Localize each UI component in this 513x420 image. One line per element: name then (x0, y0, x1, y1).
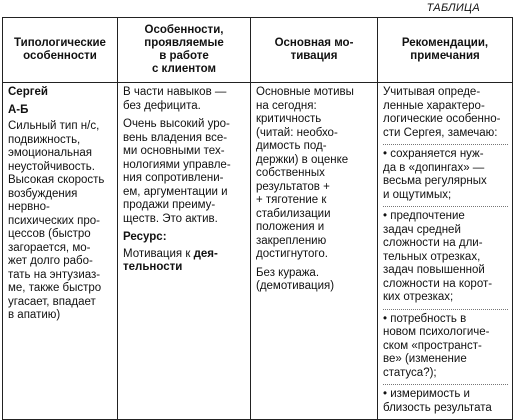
cell-recommendations (378, 83, 513, 420)
resource-text (123, 248, 246, 275)
table-row (3, 83, 513, 420)
list-item: • сохраняется нуж- да в «допингах» — весьма регулярных и ощутимых; (383, 148, 487, 201)
mastery-paragraph: Очень высокий уро- вень владения все- ми основными тех- нологиями управле- ния сопротивлени- ем, аргументации и продажи преиму- ществ. Это актив. (123, 118, 231, 225)
skills-paragraph: В части навыков — без дефицита. (123, 86, 227, 112)
divider (383, 309, 508, 310)
header-typology: Типологические особенности (3, 18, 118, 83)
resource-text-bold: дея- тельности (123, 247, 218, 273)
list-item: • потребность в новом психологиче- ском «пространст- ве» (изменение статуса?); (383, 312, 490, 379)
cell-features (118, 83, 251, 420)
header-motivation: Основная мо- тивация (251, 18, 378, 83)
list-item: • предпочтение задач средней сложности на дли- тельных отрезках, задач повышенной сложности на корот- ких отрезках; (383, 210, 493, 303)
divider (383, 384, 508, 385)
header-row (3, 18, 513, 83)
resource-text-plain: Мотивация к (123, 247, 194, 260)
resource-label: Ресурс: (123, 231, 167, 243)
person-type-code: А-Б (8, 103, 29, 116)
header-recommendations: Рекомендации, примечания (378, 18, 513, 83)
cell-typology (3, 83, 118, 420)
person-name: Сергей (8, 86, 48, 98)
demotivation-paragraph: Без куража. (демотивация) (256, 266, 335, 292)
list-item: • измеримость и близость результата (383, 388, 492, 414)
recommendations-intro: Учитывая опреде- ленные характеро- логические особенно- сти Сергея, замечаю: (383, 86, 501, 139)
divider (383, 144, 508, 145)
profile-table (2, 17, 513, 420)
cell-motivation (251, 83, 378, 420)
header-features: Особенности, проявляемые в работе с клиентом (118, 18, 251, 83)
typology-description: Сильный тип н/с, подвижность, эмоциональная неустойчивость. Высокая скорость возбуждения нервно- психических про- цессов (быстро загорается, мо- жет долго рабо- тать на энтузиаз- ме, также быстро угасает, впадает в апатию) (8, 120, 105, 321)
table-caption: ТАБЛИЦА (426, 2, 480, 14)
divider (383, 206, 508, 207)
motivation-paragraph: Основные мотивы на сегодня: критичность (читай: необхо- димость под- держки) в оценке собственных результатов + + тяготение к стабилизации положения и закреплению достигнутого. (256, 86, 354, 260)
